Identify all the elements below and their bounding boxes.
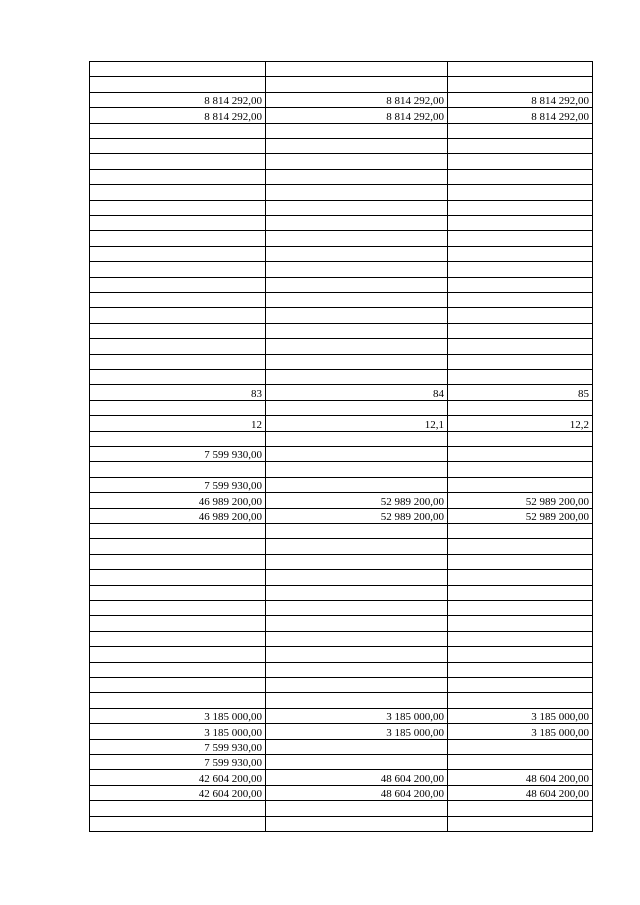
table-cell-col-2 [266, 586, 448, 601]
table-cell-col-1 [90, 432, 266, 447]
table-cell-col-3 [448, 62, 593, 77]
table-cell-col-2 [266, 339, 448, 354]
table-cell-col-3 [448, 154, 593, 169]
table-cell-col-2: 3 185 000,00 [266, 709, 448, 724]
table-cell-col-1: 7 599 930,00 [90, 740, 266, 755]
table-cell-col-1: 46 989 200,00 [90, 493, 266, 508]
table-row [90, 586, 593, 601]
table-row [90, 432, 593, 447]
table-row [90, 462, 593, 477]
table-cell-col-2 [266, 663, 448, 678]
table-cell-col-2 [266, 201, 448, 216]
table-cell-col-1: 42 604 200,00 [90, 770, 266, 785]
table-cell-col-3 [448, 478, 593, 493]
table-cell-col-2 [266, 693, 448, 708]
table-row [90, 740, 593, 755]
table-cell-col-2 [266, 262, 448, 277]
table-cell-col-2: 48 604 200,00 [266, 786, 448, 801]
table-row [90, 647, 593, 662]
table-cell-col-2 [266, 462, 448, 477]
table-cell-col-2 [266, 124, 448, 139]
table-row [90, 786, 593, 801]
table-cell-col-3: 8 814 292,00 [448, 93, 593, 108]
table-cell-col-3 [448, 801, 593, 816]
table-row [90, 632, 593, 647]
table-cell-col-3 [448, 432, 593, 447]
table-cell-col-2 [266, 216, 448, 231]
table-row [90, 447, 593, 462]
table-cell-col-3 [448, 447, 593, 462]
table-cell-col-3 [448, 401, 593, 416]
table-cell-col-1: 3 185 000,00 [90, 709, 266, 724]
table-cell-col-2 [266, 616, 448, 631]
table-cell-col-1 [90, 339, 266, 354]
table-row [90, 339, 593, 354]
table-cell-col-2 [266, 647, 448, 662]
table-cell-col-3 [448, 555, 593, 570]
table-row [90, 770, 593, 785]
table-cell-col-3 [448, 524, 593, 539]
table-cell-col-1 [90, 62, 266, 77]
table-row [90, 401, 593, 416]
table-cell-col-1: 12 [90, 416, 266, 431]
table-row [90, 416, 593, 431]
table-cell-col-1 [90, 247, 266, 262]
table-cell-col-3: 48 604 200,00 [448, 770, 593, 785]
table-cell-col-2 [266, 370, 448, 385]
table-row [90, 601, 593, 616]
table-row [90, 478, 593, 493]
table-row [90, 231, 593, 246]
table-row [90, 509, 593, 524]
table-cell-col-1: 42 604 200,00 [90, 786, 266, 801]
table-row [90, 324, 593, 339]
table-cell-col-1 [90, 616, 266, 631]
table-cell-col-2 [266, 154, 448, 169]
table-row [90, 62, 593, 77]
table-cell-col-3 [448, 462, 593, 477]
table-row [90, 201, 593, 216]
table-row [90, 77, 593, 92]
table-cell-col-3 [448, 262, 593, 277]
table-row [90, 278, 593, 293]
table-cell-col-1 [90, 801, 266, 816]
table-cell-col-1 [90, 632, 266, 647]
table-row [90, 693, 593, 708]
table-row [90, 801, 593, 816]
table-cell-col-1 [90, 216, 266, 231]
table-cell-col-3 [448, 817, 593, 832]
table-row [90, 570, 593, 585]
table-cell-col-1 [90, 401, 266, 416]
table-cell-col-1 [90, 154, 266, 169]
table-row [90, 139, 593, 154]
table-cell-col-3: 52 989 200,00 [448, 509, 593, 524]
table-row [90, 355, 593, 370]
table-cell-col-1 [90, 647, 266, 662]
table-cell-col-1 [90, 308, 266, 323]
table-cell-col-2 [266, 478, 448, 493]
table-cell-col-3 [448, 647, 593, 662]
table-cell-col-1 [90, 693, 266, 708]
table-cell-col-1 [90, 462, 266, 477]
table-row [90, 755, 593, 770]
table-cell-col-2 [266, 401, 448, 416]
table-row [90, 262, 593, 277]
table-cell-col-3 [448, 693, 593, 708]
table-row [90, 185, 593, 200]
table-row [90, 817, 593, 832]
table-row [90, 493, 593, 508]
table-cell-col-1 [90, 570, 266, 585]
table-cell-col-1 [90, 139, 266, 154]
table-cell-col-1 [90, 231, 266, 246]
table-cell-col-1 [90, 201, 266, 216]
table-cell-col-3: 3 185 000,00 [448, 724, 593, 739]
table-cell-col-1 [90, 539, 266, 554]
table-cell-col-3 [448, 308, 593, 323]
table-cell-col-2 [266, 539, 448, 554]
table-row [90, 247, 593, 262]
table-row [90, 370, 593, 385]
table-cell-col-3: 85 [448, 385, 593, 400]
table-cell-col-3 [448, 570, 593, 585]
table-cell-col-1 [90, 293, 266, 308]
table-cell-col-3 [448, 355, 593, 370]
table-cell-col-1 [90, 278, 266, 293]
table-cell-col-2: 8 814 292,00 [266, 108, 448, 123]
table-row [90, 124, 593, 139]
table-cell-col-3: 12,2 [448, 416, 593, 431]
table-row [90, 108, 593, 123]
table-cell-col-2 [266, 324, 448, 339]
table-cell-col-2: 84 [266, 385, 448, 400]
table-cell-col-3 [448, 77, 593, 92]
table-row [90, 93, 593, 108]
table-cell-col-1 [90, 355, 266, 370]
table-cell-col-3 [448, 324, 593, 339]
table-cell-col-2: 52 989 200,00 [266, 509, 448, 524]
table-cell-col-1 [90, 262, 266, 277]
table-cell-col-1 [90, 324, 266, 339]
table-cell-col-2 [266, 601, 448, 616]
table-cell-col-1 [90, 663, 266, 678]
table-cell-col-3 [448, 247, 593, 262]
table-row [90, 663, 593, 678]
table-cell-col-2 [266, 231, 448, 246]
table-row [90, 293, 593, 308]
table-cell-col-1: 7 599 930,00 [90, 447, 266, 462]
table-cell-col-2 [266, 555, 448, 570]
table-cell-col-2 [266, 293, 448, 308]
table-cell-col-3 [448, 139, 593, 154]
table-row [90, 154, 593, 169]
table-cell-col-2 [266, 247, 448, 262]
table-cell-col-1: 8 814 292,00 [90, 93, 266, 108]
table-cell-col-2 [266, 570, 448, 585]
table-cell-col-3 [448, 632, 593, 647]
table-cell-col-2 [266, 817, 448, 832]
table-cell-col-3 [448, 755, 593, 770]
table-cell-col-3 [448, 663, 593, 678]
table-cell-col-1 [90, 124, 266, 139]
table-cell-col-2 [266, 278, 448, 293]
table-row [90, 170, 593, 185]
table-cell-col-3 [448, 601, 593, 616]
table-cell-col-3 [448, 185, 593, 200]
table-cell-col-2: 48 604 200,00 [266, 770, 448, 785]
table-cell-col-1 [90, 185, 266, 200]
table-cell-col-2 [266, 62, 448, 77]
table-row [90, 539, 593, 554]
table-row [90, 308, 593, 323]
table-cell-col-1 [90, 678, 266, 693]
table-cell-col-2: 12,1 [266, 416, 448, 431]
table-cell-col-2 [266, 139, 448, 154]
table-cell-col-1 [90, 77, 266, 92]
table-cell-col-3 [448, 124, 593, 139]
table-cell-col-2 [266, 185, 448, 200]
table-cell-col-1 [90, 817, 266, 832]
table-row [90, 724, 593, 739]
table-cell-col-1: 8 814 292,00 [90, 108, 266, 123]
table-cell-col-3 [448, 339, 593, 354]
table-cell-col-2: 52 989 200,00 [266, 493, 448, 508]
table-cell-col-2 [266, 632, 448, 647]
data-table [89, 61, 593, 832]
table-cell-col-1 [90, 586, 266, 601]
table-cell-col-3 [448, 616, 593, 631]
table-row [90, 678, 593, 693]
table-cell-col-3 [448, 586, 593, 601]
table-cell-col-2 [266, 447, 448, 462]
table-cell-col-1: 7 599 930,00 [90, 755, 266, 770]
table-cell-col-2 [266, 801, 448, 816]
table-cell-col-1: 7 599 930,00 [90, 478, 266, 493]
table-cell-col-2 [266, 355, 448, 370]
table-cell-col-2 [266, 432, 448, 447]
table-cell-col-3: 48 604 200,00 [448, 786, 593, 801]
table-row [90, 216, 593, 231]
table-cell-col-3 [448, 278, 593, 293]
table-cell-col-1 [90, 601, 266, 616]
table-cell-col-3 [448, 170, 593, 185]
table-cell-col-3 [448, 231, 593, 246]
table-row [90, 616, 593, 631]
table-cell-col-3 [448, 216, 593, 231]
table-cell-col-3 [448, 201, 593, 216]
table-cell-col-2: 3 185 000,00 [266, 724, 448, 739]
table-cell-col-2 [266, 755, 448, 770]
table-cell-col-2 [266, 524, 448, 539]
table-cell-col-3: 52 989 200,00 [448, 493, 593, 508]
table-cell-col-3 [448, 370, 593, 385]
table-row [90, 385, 593, 400]
table-cell-col-1 [90, 555, 266, 570]
table-cell-col-2 [266, 170, 448, 185]
table-cell-col-1: 3 185 000,00 [90, 724, 266, 739]
table-cell-col-1 [90, 170, 266, 185]
table-cell-col-2 [266, 77, 448, 92]
table-cell-col-2 [266, 678, 448, 693]
table-cell-col-3 [448, 539, 593, 554]
table-cell-col-2: 8 814 292,00 [266, 93, 448, 108]
table-cell-col-3: 3 185 000,00 [448, 709, 593, 724]
table-cell-col-3: 8 814 292,00 [448, 108, 593, 123]
table-cell-col-3 [448, 293, 593, 308]
table-cell-col-3 [448, 740, 593, 755]
table-row [90, 709, 593, 724]
table-cell-col-1 [90, 370, 266, 385]
table-cell-col-1 [90, 524, 266, 539]
table-cell-col-2 [266, 308, 448, 323]
table-cell-col-1: 83 [90, 385, 266, 400]
table-cell-col-2 [266, 740, 448, 755]
table-row [90, 555, 593, 570]
table-cell-col-3 [448, 678, 593, 693]
table-row [90, 524, 593, 539]
table-cell-col-1: 46 989 200,00 [90, 509, 266, 524]
